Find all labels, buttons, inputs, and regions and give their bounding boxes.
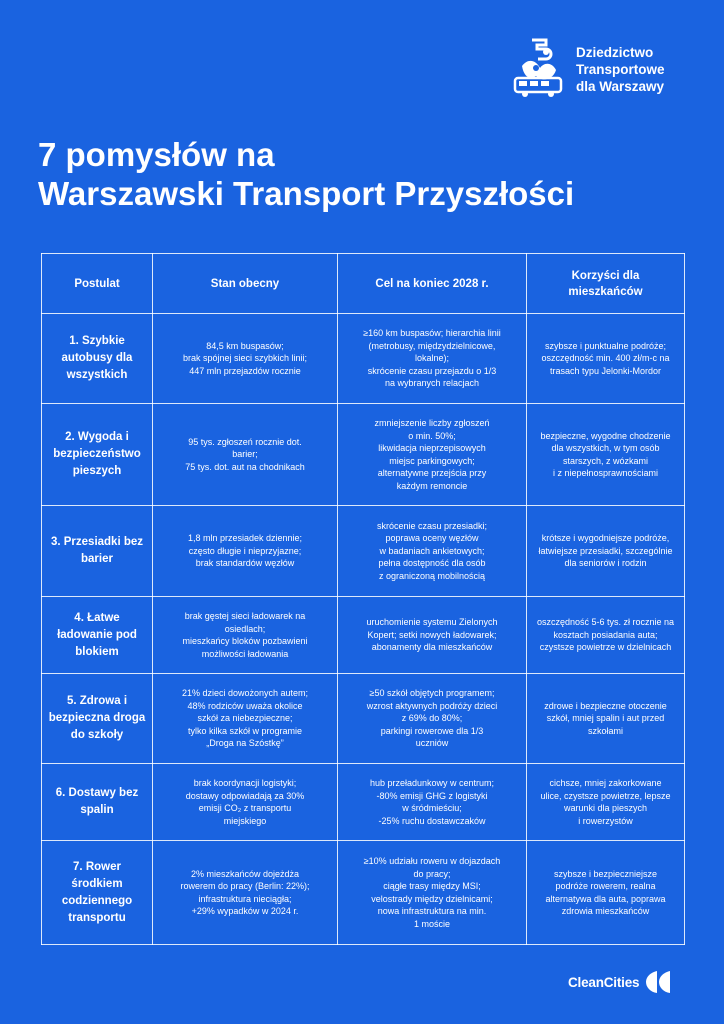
stan-line: tylko kilka szkół w programie [187, 725, 303, 736]
korzysci-line: i rowerzystów [578, 815, 633, 826]
korzysci-line: ulice, czystsze powietrze, lepsze [540, 790, 671, 801]
cel-line: w badaniach ankietowych; [379, 545, 485, 556]
logo-line: Dziedzictwo [576, 44, 654, 60]
cel-line: ≥50 szkół objętych programem; [369, 688, 495, 699]
korzysci-line: łatwiejsze przesiadki, szczególnie [538, 545, 673, 556]
cel-line: ≥10% udziału roweru w dojazdach [363, 856, 501, 866]
korzysci-line: dla wszystkich, w tym osób [551, 443, 660, 453]
cel-line: ≥160 km buspasów; hierarchia linii [363, 328, 501, 339]
logo-text [576, 44, 665, 95]
korzysci-line: zdrowe i bezpieczne otoczenie [544, 700, 667, 711]
korzysci-line: szybsze i bezpieczniejsze [553, 868, 658, 879]
stan-line: rowerem do pracy (Berlin: 22%); [180, 881, 310, 891]
stan-line: 84,5 km buspasów; [206, 340, 284, 351]
postulat-cell: 1. Szybkie autobusy dla wszystkich [42, 314, 153, 404]
cel-line: nowa infrastruktura na min. [377, 906, 487, 916]
stan-line: barier; [232, 449, 258, 460]
stan-line: często długie i nieprzyjazne; [188, 545, 302, 556]
stan-line: +29% wypadków w 2024 r. [191, 906, 299, 916]
cel-line: lokalne); [414, 353, 450, 364]
cel-line: wzrost aktywnych podróży dzieci [366, 700, 498, 711]
stan-line: infrastruktura nieciągła; [198, 893, 292, 904]
logo-line: Transportowe [576, 61, 665, 77]
stan-cell [153, 841, 338, 945]
korzysci-cell [527, 841, 685, 945]
korzysci-line: zdrowia mieszkańców [561, 906, 650, 916]
cel-line: ciągłe trasy między MSI; [383, 881, 481, 891]
cel-cell [338, 764, 527, 841]
header-korzysci: Korzyści dla mieszkańców [527, 254, 685, 314]
cel-cell [338, 314, 527, 404]
cel-line: Kopert; setki nowych ładowarek; [367, 629, 497, 640]
stan-line: brak koordynacji logistyki; [193, 778, 297, 788]
table-row [42, 674, 685, 764]
stan-line: osiedlach; [224, 623, 266, 634]
cel-line: 1 moście [413, 918, 450, 929]
korzysci-line: bezpieczne, wygodne chodzenie [540, 430, 671, 441]
stan-line: 447 mln przejazdów rocznie [189, 365, 301, 376]
cel-line: pełna dostępność dla osób [378, 558, 486, 569]
korzysci-line: cichsze, mniej zakorkowane [549, 778, 662, 788]
cel-line: miejsc parkingowych; [389, 455, 475, 466]
cel-line: w śródmieściu; [402, 803, 462, 813]
table-header-row [42, 254, 685, 314]
cel-cell [338, 841, 527, 945]
korzysci-line: oszczędność 5-6 tys. zł rocznie na [536, 617, 675, 628]
stan-cell [153, 506, 338, 597]
stan-line: 95 tys. zgłoszeń rocznie dot. [188, 436, 302, 447]
stan-cell [153, 597, 338, 674]
cel-line: do pracy; [413, 868, 451, 879]
cel-cell [338, 404, 527, 506]
korzysci-cell [527, 314, 685, 404]
table-row [42, 314, 685, 404]
stan-line: dostawy odpowiadają za 30% [185, 790, 305, 801]
cel-line: na wybranych relacjach [384, 378, 480, 389]
cel-line: z 69% do 80%; [401, 713, 463, 724]
header-stan-obecny: Stan obecny [153, 254, 338, 314]
stan-line: 1,8 mln przesiadek dziennie; [187, 533, 303, 544]
header-postulat: Postulat [42, 254, 153, 314]
stan-cell [153, 764, 338, 841]
korzysci-line: trasach typu Jelonki-Mordor [549, 365, 662, 376]
cel-line: o min. 50%; [408, 430, 456, 441]
stan-line: 2% mieszkańców dojeżdża [190, 868, 300, 879]
title-line-1: 7 pomysłów na [38, 136, 275, 173]
korzysci-line: warunki dla pieszych [563, 803, 648, 813]
cel-line: parkingi rowerowe dla 1/3 [380, 725, 484, 736]
cel-line: zmniejszenie liczby zgłoszeń [374, 418, 490, 428]
korzysci-line: krótsze i wygodniejsze podróże, [541, 533, 670, 544]
cel-line: poprawa oceny węzłów [385, 533, 479, 544]
stan-line: 75 tys. dot. aut na chodnikach [185, 461, 305, 472]
korzysci-line: czystsze powietrze w dzielnicach [539, 642, 672, 653]
footer-brand [568, 968, 692, 996]
stan-line: 48% rodziców uważa okolice [187, 700, 303, 711]
title-line-2: Warszawski Transport Przyszłości [38, 175, 575, 212]
logo [512, 38, 692, 100]
footer-brand-text: CleanCities [568, 974, 640, 990]
cel-cell [338, 597, 527, 674]
stan-line: szkół za niebezpieczne; [197, 713, 293, 724]
stan-cell [153, 674, 338, 764]
postulat-cell: 2. Wygoda i bezpieczeństwo pieszych [42, 404, 153, 506]
table-row [42, 597, 685, 674]
postulat-cell: 5. Zdrowa i bezpieczna droga do szkoły [42, 674, 153, 764]
stan-line: 21% dzieci dowożonych autem; [181, 688, 309, 699]
stan-line: miejskiego [223, 815, 267, 826]
stan-cell [153, 404, 338, 506]
syrenka-bus-icon [512, 38, 564, 100]
postulat-cell: 6. Dostawy bez spalin [42, 764, 153, 841]
korzysci-line: oszczędność min. 400 zł/m-c na [541, 353, 670, 364]
korzysci-cell [527, 674, 685, 764]
korzysci-line: kosztach posiadania auta; [553, 629, 658, 640]
cel-line: skrócenie czasu przesiadki; [376, 520, 488, 531]
cel-line: z ograniczoną mobilnością [378, 570, 486, 581]
table-row [42, 506, 685, 597]
korzysci-line: starszych, z wózkami [562, 455, 649, 466]
korzysci-line: szkół, mniej spalin i aut przed [546, 713, 665, 724]
korzysci-cell [527, 597, 685, 674]
stan-cell [153, 314, 338, 404]
cel-line: -25% ruchu dostawczaków [378, 815, 486, 826]
cel-line: -80% emisji GHG z logistyki [376, 790, 488, 801]
korzysci-cell [527, 404, 685, 506]
stan-line: możliwości ładowania [201, 648, 289, 659]
cel-cell [338, 674, 527, 764]
postulat-cell: 7. Rower środkiem codziennego transportu [42, 841, 153, 945]
stan-line: emisji CO₂ z transportu [198, 803, 292, 813]
cel-line: każdym remoncie [396, 480, 468, 491]
table-body [42, 314, 685, 945]
cel-line: uruchomienie systemu Zielonych [366, 617, 498, 628]
postulat-cell: 3. Przesiadki bez barier [42, 506, 153, 597]
cel-cell [338, 506, 527, 597]
table-row [42, 764, 685, 841]
table-row [42, 404, 685, 506]
stan-line: brak standardów węzłów [195, 558, 295, 569]
korzysci-line: dla seniorów i rodzin [564, 558, 647, 569]
korzysci-line: podróże rowerem, realna [555, 881, 656, 891]
cel-line: abonamenty dla mieszkańców [371, 642, 493, 653]
korzysci-line: szkołami [587, 725, 623, 736]
logo-line: dla Warszawy [576, 78, 665, 94]
cel-line: velostrady między dzielnicami; [371, 893, 493, 904]
stan-line: mieszkańcy bloków pozbawieni [182, 636, 308, 646]
korzysci-cell [527, 506, 685, 597]
cel-line: skrócenie czasu przejazdu o 1/3 [367, 365, 497, 376]
header-cel: Cel na koniec 2028 r. [338, 254, 527, 314]
cel-line: (metrobusy, międzydzielnicowe, [368, 340, 496, 351]
cel-line: uczniów [415, 738, 449, 749]
cel-line: hub przeładunkowy w centrum; [369, 778, 495, 788]
korzysci-line: szybsze i punktualne podróże; [544, 340, 667, 351]
cleancities-quote-icon [645, 969, 671, 995]
postulat-cell: 4. Łatwe ładowanie pod blokiem [42, 597, 153, 674]
korzysci-line: alternatywa dla auta, poprawa [545, 893, 666, 904]
postulates-table [41, 253, 685, 945]
stan-line: brak gęstej sieci ładowarek na [184, 611, 306, 621]
stan-line: brak spójnej sieci szybkich linii; [182, 353, 308, 364]
stan-line: „Droga na Szóstkę” [206, 738, 284, 749]
table-row [42, 841, 685, 945]
korzysci-line: i z niepełnosprawnościami [552, 468, 659, 478]
cel-line: likwidacja nieprzepisowych [378, 443, 486, 453]
page-title [38, 135, 698, 213]
korzysci-cell [527, 764, 685, 841]
cel-line: alternatywne przejścia przy [377, 468, 487, 478]
